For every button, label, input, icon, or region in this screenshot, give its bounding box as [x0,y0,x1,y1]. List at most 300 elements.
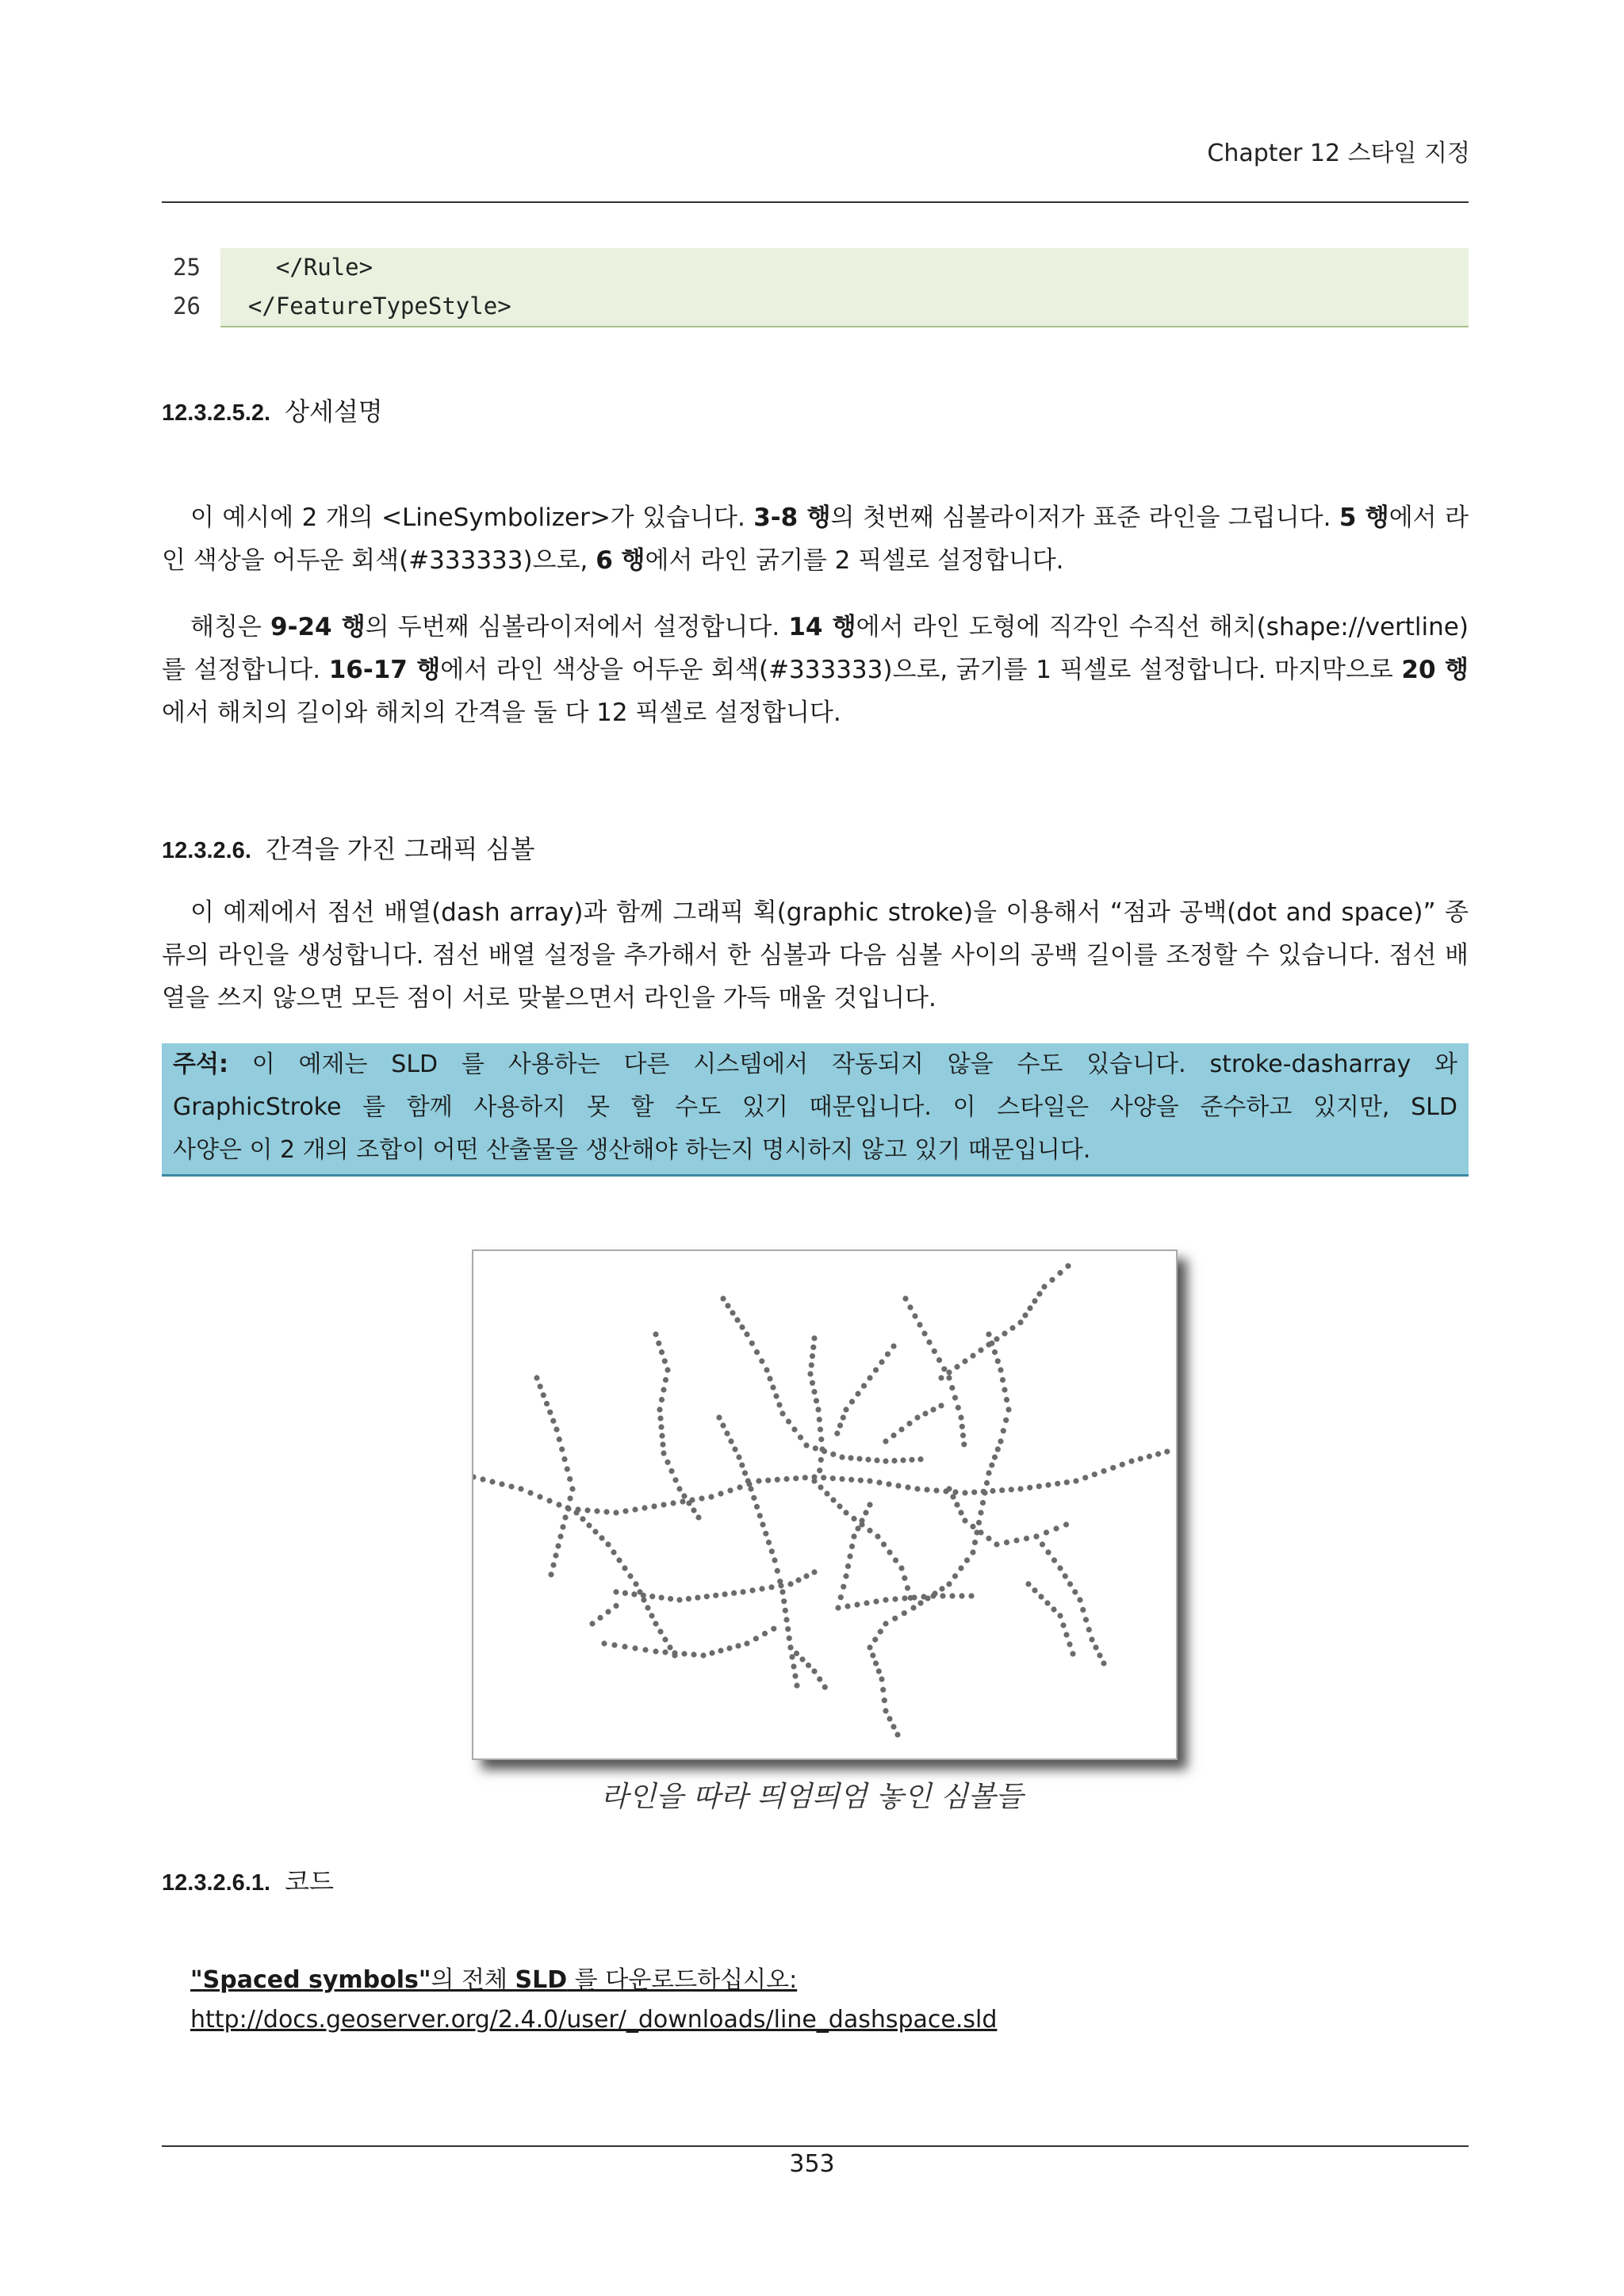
dotted-line-drawing [473,1251,1176,1758]
dot-symbol [1057,1565,1063,1571]
dot-symbol [779,1410,785,1416]
dot-symbol [830,1452,836,1457]
bold-run: 6 행 [596,546,645,575]
dot-symbol [557,1437,562,1442]
dot-symbol [856,1456,862,1461]
code-line-number: 26 [173,293,201,320]
dot-symbol [605,1609,611,1614]
dot-symbol [555,1543,561,1548]
dot-symbol [1093,1644,1098,1650]
dot-symbol [518,1486,523,1491]
dot-symbol [691,1651,696,1657]
dot-symbol [891,1458,897,1464]
dot-symbol [984,1480,990,1486]
dot-symbol [1045,1482,1051,1487]
code-line: </Rule> [220,254,373,281]
dot-symbol [902,1610,907,1616]
section-heading [162,1862,334,1898]
dot-symbol [986,1331,991,1337]
dot-symbol [1070,1651,1075,1656]
dot-symbol [716,1414,722,1420]
dot-symbol [887,1716,892,1721]
dot-symbol [589,1621,595,1626]
dot-symbol [786,1418,791,1424]
dot-symbol [795,1577,801,1582]
dot-symbol [657,1406,662,1412]
section-title: 간격을 가진 그래픽 심볼 [265,834,535,864]
dot-symbol [803,1573,809,1578]
dot-symbol [742,1470,748,1475]
dot-symbol [1004,1397,1009,1402]
dot-symbol [799,1656,805,1662]
dot-symbol [1055,1481,1060,1487]
dot-symbol [908,1595,914,1601]
dot-symbol [914,1486,920,1491]
dot-symbol [691,1507,696,1513]
dot-symbol [1005,1406,1011,1412]
dot-symbol [662,1649,668,1655]
dot-symbol [794,1682,799,1688]
dot-symbol [938,1402,944,1408]
dot-symbol [739,1462,745,1468]
text-run: 에서 라인 색상을 어두운 회색(#333333)으로, 굵기를 1 픽셀로 설정합니다. 마지막으로 [440,656,1402,684]
note-line: 사양은 이 2 개의 조합이 어떤 산출물을 생산해야 하는지 명시하지 않고 있기 때문입니다. [173,1136,1091,1164]
text-run: 를 다운로드하십시오: [567,1966,798,1994]
text-run: 의 첫번째 심볼라이저가 표준 라인을 그립니다. [830,503,1339,532]
bold-run: 3-8 행 [753,503,831,532]
dot-symbol [1147,1453,1152,1459]
dot-symbol [822,1684,828,1689]
dot-symbol [930,1593,936,1598]
dot-symbol [917,1600,923,1605]
dot-symbol [872,1636,878,1642]
dot-symbol [727,1487,733,1493]
dot-symbol [613,1510,619,1515]
dot-symbol [665,1367,670,1372]
dot-symbol [817,1676,822,1682]
dot-symbol [811,1335,817,1341]
dot-symbol [1036,1291,1042,1296]
dot-symbol [892,1616,898,1621]
text-run: 이 예제에서 점선 배열(dash array)과 함께 그래픽 획(graphic stroke)을 이용해서 “점과 공백(dot and space)” 종류의 라인을 생성합니다. 점선 배열 설정을 추가해서 한 심볼과 다음 심볼 사이의 공백 길이를 조정할 수 있습니다. 점선 배열을 쓰지 않으면 모든 점이 서로 맞붙으면서 라인을 가득 매울 것입니다. [162,898,1469,1012]
dot-symbol [960,1433,966,1438]
dot-symbol [645,1605,650,1610]
dot-symbol [770,1384,776,1390]
dot-symbol [980,1500,986,1506]
bold-run: 5 행 [1339,503,1389,532]
dot-symbol [1027,1305,1032,1311]
header-rule [162,201,1469,203]
dot-symbol [642,1647,648,1652]
dot-symbol [959,1424,965,1429]
dot-symbol [1040,1541,1045,1547]
dot-symbol [670,1500,676,1506]
dot-symbol [875,1533,880,1539]
dot-symbol [754,1504,760,1510]
dot-symbol [954,1502,959,1507]
dot-symbol [952,1395,958,1400]
dot-symbol [992,1454,998,1460]
dot-symbol [783,1617,789,1622]
dot-symbol [883,1708,888,1713]
dot-symbol [1067,1581,1073,1586]
dot-symbol [792,1673,798,1678]
dot-symbol [863,1510,868,1515]
dot-symbol [759,1358,764,1364]
code-block [220,248,1469,327]
dot-symbol [787,1581,793,1586]
dot-symbol [1067,1641,1072,1647]
dot-symbol [709,1650,714,1655]
dot-symbol [1086,1627,1092,1632]
dot-symbol [499,1481,504,1487]
dot-symbol [534,1375,539,1380]
dot-symbol [921,1330,927,1336]
dot-symbol [763,1531,768,1536]
dot-symbol [1063,1521,1069,1527]
dot-symbol [751,1495,756,1501]
dot-symbol [622,1644,627,1649]
dot-symbol [546,1498,552,1503]
dot-symbol [958,1414,963,1420]
dot-symbol [883,1621,888,1626]
dot-symbol [830,1497,836,1502]
dot-symbol [838,1594,844,1600]
bold-run: 14 행 [788,613,856,641]
dot-symbol [661,1387,666,1392]
dot-symbol [848,1477,854,1483]
dot-symbol [622,1590,628,1596]
dot-symbol [611,1642,617,1647]
dot-symbol [1002,1387,1007,1392]
dot-symbol [771,1626,776,1632]
dot-symbol [1120,1462,1125,1468]
dot-symbol [508,1483,514,1489]
dot-symbol [818,1457,824,1463]
dot-symbol [848,1455,853,1460]
dot-symbol [731,1590,737,1596]
dot-symbol [616,1557,622,1563]
dot-symbol [926,1339,932,1345]
dot-symbol [662,1636,668,1642]
dot-symbol [978,1529,983,1535]
dot-symbol [1027,1485,1032,1490]
dot-symbol [580,1516,585,1521]
dot-symbol [817,1468,822,1473]
dot-symbol [907,1304,913,1310]
dot-symbol [867,1528,872,1533]
dot-symbol [962,1490,967,1495]
dot-symbol [663,1377,668,1383]
dot-symbol [565,1466,570,1471]
dot-symbol [867,1478,872,1483]
dot-symbol [982,1490,987,1495]
section-number: 12.3.2.6. [162,838,251,863]
dot-symbol [561,1456,567,1462]
dot-symbol [749,1587,755,1593]
dot-symbol [994,1541,999,1547]
dot-symbol [567,1495,573,1501]
dot-symbol [994,1336,999,1341]
dot-symbol [613,1603,619,1609]
dot-symbol [921,1594,926,1599]
dot-symbol [986,1536,991,1541]
dot-symbol [883,1597,888,1602]
dot-symbol [562,1514,568,1520]
dot-symbol [861,1383,867,1388]
dot-symbol [1033,1533,1039,1539]
dot-symbol [695,1595,700,1601]
dot-symbol [794,1651,799,1656]
dot-symbol [681,1493,687,1498]
dot-symbol [1155,1451,1161,1456]
paragraph [162,606,1469,734]
dot-symbol [772,1557,777,1563]
dot-symbol [686,1596,691,1601]
dot-symbol [867,1644,872,1650]
dot-symbol [818,1484,823,1490]
dot-symbol [845,1563,851,1569]
dot-symbol [1083,1617,1089,1622]
dot-symbol [824,1490,829,1496]
dot-symbol [834,1430,840,1436]
dot-symbol [594,1508,599,1513]
dot-symbol [970,1353,975,1358]
dot-symbol [837,1422,843,1428]
dot-symbol [1001,1428,1006,1433]
dot-symbol [661,1450,666,1456]
dot-symbol [567,1476,573,1482]
dot-symbol [599,1535,604,1540]
dot-symbol [843,1510,848,1515]
dot-symbol [659,1397,665,1402]
dot-symbol [821,1475,826,1480]
dot-symbol [659,1433,665,1438]
dot-symbol [959,1593,964,1598]
dot-symbol [658,1424,664,1429]
dot-symbol [941,1366,947,1372]
dot-symbol [841,1584,846,1590]
dot-symbol [1097,1652,1102,1658]
dot-symbol [550,1562,556,1567]
download-url[interactable]: http://docs.geoserver.org/2.4.0/user/_downloads/line_dashspace.sld [190,2006,998,2034]
dot-symbol [569,1486,575,1491]
dot-symbol [601,1640,607,1646]
dot-symbol [745,1478,751,1483]
dot-symbol [810,1345,816,1350]
dot-symbol [722,1591,728,1597]
dot-symbol [811,1478,817,1483]
dot-symbol [880,1687,886,1693]
dot-symbol [930,1406,936,1412]
dot-symbol [864,1600,869,1605]
dot-symbol [939,1586,944,1591]
dot-symbol [815,1406,821,1412]
bold-run: 9-24 행 [270,613,366,641]
dot-symbol [662,1358,668,1364]
dot-symbol [538,1383,543,1389]
dot-symbol [946,1486,952,1491]
dot-symbol [1138,1456,1143,1461]
dot-symbol [749,1341,755,1346]
dot-symbol [962,1358,967,1364]
dot-symbol [970,1524,975,1529]
dot-symbol [879,1359,884,1364]
dot-symbol [839,1476,845,1482]
dot-symbol [1022,1312,1028,1318]
dot-symbol [1004,1540,1009,1545]
dot-symbol [726,1645,732,1651]
code-line-number: 25 [173,254,201,281]
page-number: 353 [789,2150,835,2178]
dot-symbol [883,1458,888,1464]
text-run: 의 전체 [431,1966,515,1994]
dot-symbol [837,1503,842,1509]
dot-symbol [1101,1660,1106,1666]
dot-symbol [1044,1529,1049,1535]
dot-symbol [775,1477,780,1483]
note-text: 이 예제는 SLD 를 사용하는 다른 시스템에서 작동되지 않을 수도 있습니다. stroke-dasharray 와 [228,1050,1457,1078]
dot-symbol [992,1349,998,1355]
dot-symbol [764,1367,769,1372]
dot-symbol [760,1521,765,1527]
dot-symbol [642,1505,647,1510]
dot-symbol [632,1506,638,1512]
dot-symbol [744,1640,749,1646]
dot-symbol [791,1663,796,1669]
dot-symbol [793,1475,799,1481]
dot-symbol [785,1626,791,1632]
dot-symbol [946,1369,952,1375]
dot-symbol [1080,1607,1086,1613]
figure-caption: 라인을 따라 띄엄띄엄 놓인 심볼들 [600,1781,1024,1813]
dot-symbol [544,1401,550,1406]
dot-symbol [657,1628,663,1634]
dot-symbol [676,1486,682,1491]
dot-symbol [700,1652,706,1658]
dot-symbol [946,1581,952,1586]
dot-symbol [653,1331,658,1337]
dot-symbol [668,1468,674,1474]
dot-symbol [767,1376,772,1381]
dot-symbol [768,1584,774,1590]
dot-symbol [905,1484,910,1490]
dot-symbol [720,1422,726,1428]
dot-symbol [681,1651,687,1656]
dot-symbol [489,1479,495,1484]
dot-symbol [732,1446,737,1452]
dot-symbol [958,1510,963,1515]
dot-symbol [781,1598,787,1604]
text-run: 에서 해치의 길이와 해치의 간격을 둘 다 12 픽셀로 설정합니다. [162,698,841,727]
dot-symbol [976,1520,982,1525]
dot-symbol [818,1426,823,1432]
dot-symbol [1017,1486,1023,1491]
bold-run: 20 행 [1401,656,1469,684]
dot-symbol [802,1475,808,1480]
dot-symbol [1101,1468,1106,1474]
dot-symbol [876,1668,882,1674]
dot-symbol [1051,1606,1056,1612]
dot-symbol [1009,1487,1014,1492]
dot-symbol [958,1565,963,1571]
dot-symbol [718,1647,723,1653]
dot-symbol [912,1313,917,1318]
dot-symbol [962,1517,967,1523]
bold-run: SLD [515,1966,568,1994]
note-box [162,1043,1469,1177]
dot-symbol [847,1553,852,1559]
dot-symbol [649,1613,654,1618]
dot-symbol [1077,1597,1082,1602]
dot-symbol [905,1585,910,1590]
dot-symbol [667,1644,672,1650]
bold-run: 16-17 행 [328,656,441,684]
dot-symbol [858,1478,864,1483]
dot-symbol [1128,1458,1134,1464]
dot-symbol [1072,1589,1078,1594]
dot-symbol [968,1593,974,1598]
section-heading [162,392,383,428]
dot-symbol [537,1494,542,1499]
dot-symbol [1110,1465,1116,1471]
dot-symbol [995,1446,1001,1452]
dot-symbol [1009,1325,1015,1330]
dot-symbol [806,1663,811,1668]
download-link[interactable] [190,1961,797,1999]
dot-symbol [810,1380,815,1386]
dot-symbol [867,1502,872,1507]
dot-symbol [783,1608,788,1613]
dot-symbol [1025,1581,1031,1586]
dot-symbol [814,1398,819,1403]
dot-symbol [1013,1537,1019,1543]
dot-symbol [873,1660,879,1666]
dot-symbol [978,1347,983,1353]
dot-symbol [1044,1600,1050,1605]
dot-symbol [900,1457,906,1463]
dot-symbol [949,1593,955,1598]
dot-symbol [910,1605,916,1610]
dot-symbol [584,1507,590,1513]
dot-symbol [769,1548,775,1554]
dot-symbol [933,1487,939,1493]
dot-symbol [845,1603,850,1609]
dot-symbol [986,1470,991,1475]
dot-symbol [902,1575,907,1581]
dot-symbol [892,1596,898,1601]
dot-symbol [970,1549,975,1555]
dot-symbol [891,1343,896,1349]
dot-symbol [998,1438,1003,1444]
dot-symbol [557,1533,563,1539]
dot-symbol [849,1544,855,1549]
dot-symbol [870,1652,875,1658]
dot-symbol [776,1402,782,1407]
dot-symbol [657,1415,663,1421]
dot-symbol [830,1475,836,1481]
footer-rule [162,2145,1469,2147]
dot-symbol [713,1593,718,1598]
section-number: 12.3.2.6.1. [162,1870,271,1896]
text-run: 의 두번째 심볼라이저에서 설정합니다. [365,613,789,641]
dot-symbol [699,1495,704,1501]
dot-symbol [613,1589,619,1594]
dot-symbol [881,1541,887,1547]
section-heading [162,829,535,866]
dot-symbol [740,1589,745,1594]
dot-symbol [819,1446,825,1452]
